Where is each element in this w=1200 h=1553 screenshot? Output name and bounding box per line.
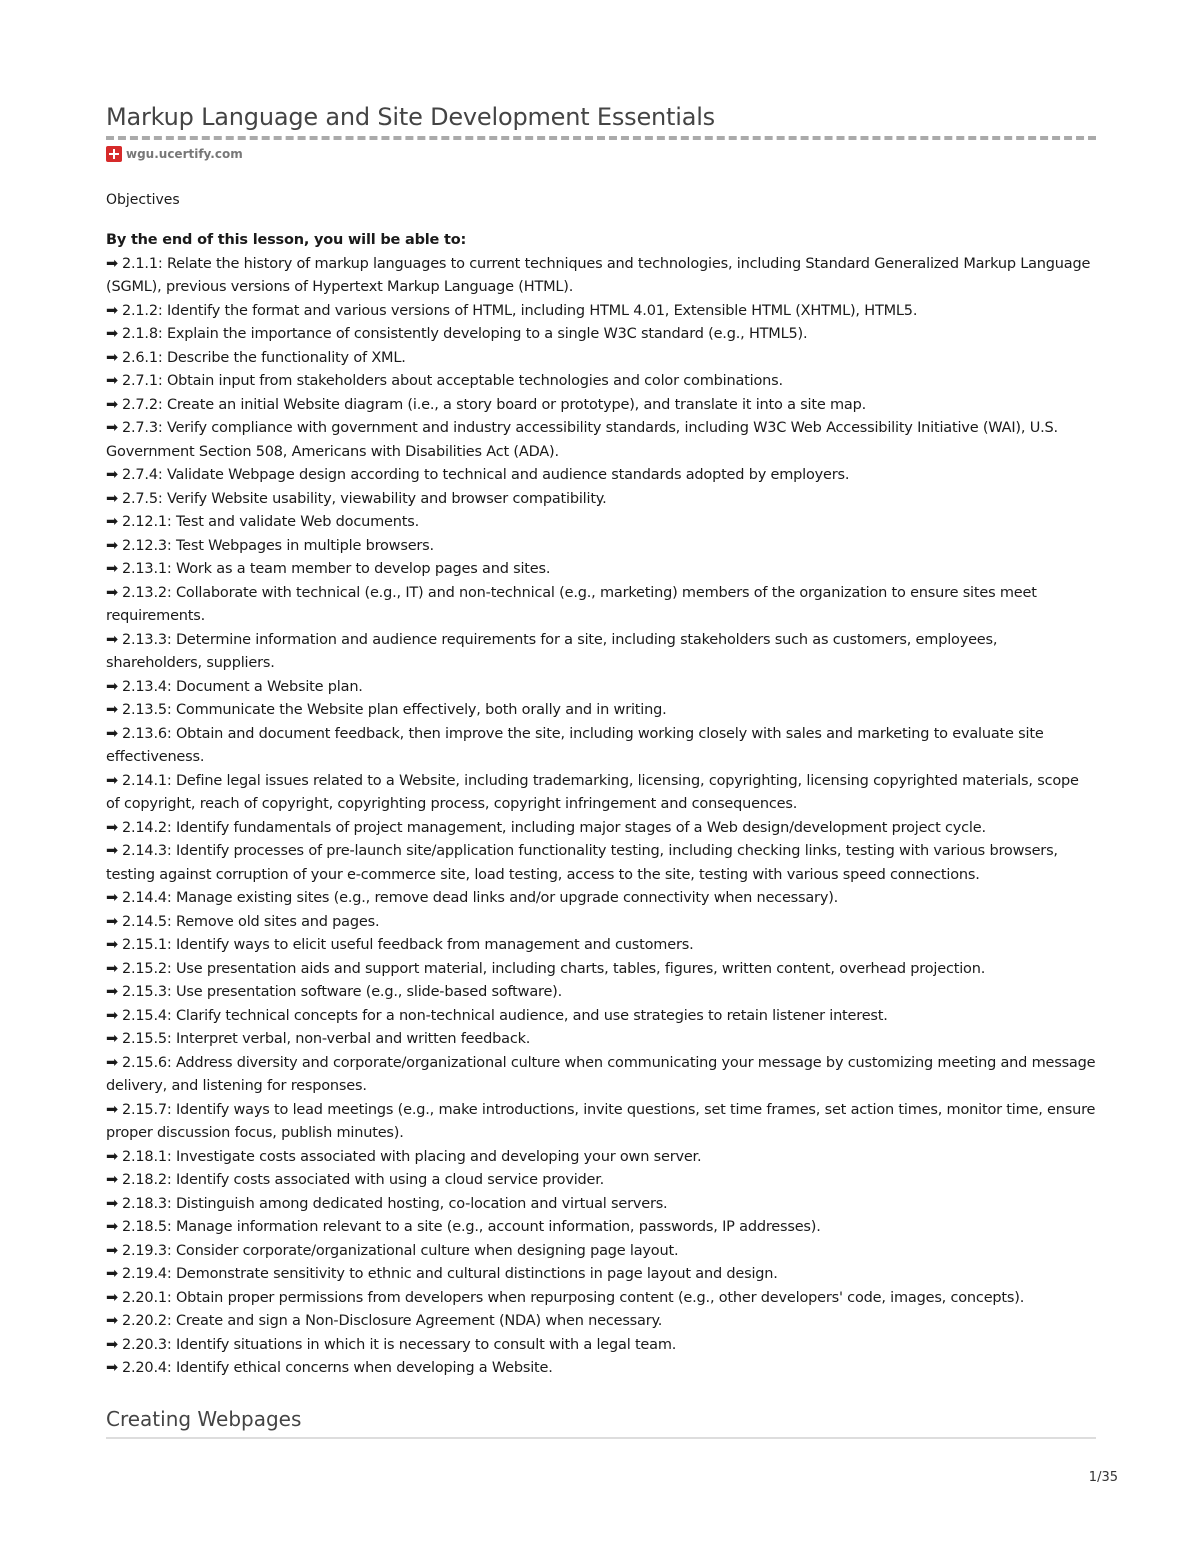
objective-item	[106, 699, 1096, 723]
objective-text: 2.13.2: Collaborate with technical (e.g., IT) and non-technical (e.g., marketing) members of the organization to ensure sites meet requirements.	[106, 584, 1037, 624]
arrow-right-icon: ➡	[106, 772, 118, 789]
arrow-right-icon: ➡	[106, 819, 118, 836]
objective-item	[106, 253, 1096, 300]
arrow-right-icon: ➡	[106, 631, 118, 648]
arrow-right-icon: ➡	[106, 467, 118, 483]
objective-text: 2.14.1: Define legal issues related to a Website, including trademarking, licensing, copyrighting, licensing copyrighted materials, scope of copyright, reach of copyright, copyrighting process, copyright infringement and consequences.	[106, 772, 1079, 812]
arrow-right-icon: ➡	[106, 349, 118, 366]
objective-item	[106, 840, 1096, 887]
objective-text: 2.13.1: Work as a team member to develop pages and sites.	[121, 561, 551, 577]
title-divider	[106, 136, 1096, 140]
arrow-right-icon: ➡	[106, 913, 118, 930]
objective-item	[106, 911, 1096, 935]
arrow-right-icon: ➡	[106, 937, 118, 953]
objective-item	[106, 723, 1096, 770]
objective-item	[106, 347, 1096, 371]
objective-text: 2.14.2: Identify fundamentals of project management, including major stages of a Web design/development project cycle.	[121, 819, 986, 836]
objective-text: 2.20.3: Identify situations in which it is necessary to consult with a legal team.	[121, 1336, 677, 1353]
section-divider	[106, 1437, 1096, 1439]
objective-item	[106, 1334, 1096, 1358]
objective-item	[106, 1052, 1096, 1099]
objective-item	[106, 676, 1096, 700]
arrow-right-icon: ➡	[106, 1031, 118, 1047]
objective-text: 2.18.3: Distinguish among dedicated hosting, co-location and virtual servers.	[121, 1195, 668, 1212]
arrow-right-icon: ➡	[106, 890, 118, 906]
objective-text: 2.19.3: Consider corporate/organizational culture when designing page layout.	[121, 1242, 679, 1259]
objective-item	[106, 1310, 1096, 1334]
arrow-right-icon: ➡	[106, 725, 118, 742]
objective-item	[106, 1005, 1096, 1029]
objective-item	[106, 558, 1096, 582]
source-line	[106, 145, 1096, 163]
objective-text: 2.12.1: Test and validate Web documents.	[121, 514, 419, 530]
arrow-right-icon: ➡	[106, 1054, 118, 1071]
objective-item	[106, 1287, 1096, 1311]
objective-item	[106, 464, 1096, 488]
objective-text: 2.7.5: Verify Website usability, viewability and browser compatibility.	[121, 490, 607, 507]
arrow-right-icon: ➡	[106, 302, 118, 319]
objective-item	[106, 535, 1096, 559]
objective-text: 2.7.1: Obtain input from stakeholders about acceptable technologies and color combinations.	[121, 373, 783, 389]
objective-text: 2.14.4: Manage existing sites (e.g., remove dead links and/or upgrade connectivity when necessary).	[121, 890, 839, 906]
objective-item	[106, 1263, 1096, 1287]
objective-text: 2.7.2: Create an initial Website diagram (i.e., a story board or prototype), and translate it into a site map.	[121, 396, 866, 413]
objective-text: 2.1.2: Identify the format and various versions of HTML, including HTML 4.01, Extensible HTML (XHTML), HTML5.	[121, 302, 918, 319]
arrow-right-icon: ➡	[106, 1336, 118, 1353]
objective-text: 2.7.3: Verify compliance with government and industry accessibility standards, including W3C Web Accessibility Initiative (WAI), U.S. Government Section 508, Americans with Disabilities Act (ADA).	[106, 420, 1058, 460]
arrow-right-icon: ➡	[106, 1313, 118, 1329]
objective-text: 2.6.1: Describe the functionality of XML.	[121, 349, 406, 366]
arrow-right-icon: ➡	[106, 1007, 118, 1024]
arrow-right-icon: ➡	[106, 1172, 118, 1188]
arrow-right-icon: ➡	[106, 1195, 118, 1212]
objective-text: 2.14.3: Identify processes of pre-launch site/application functionality testing, including checking links, testing with various browsers, testing against corruption of your e-commerce site, load testing, access to the site, testing with various speed connections.	[106, 843, 1058, 883]
source-link[interactable]: wgu.ucertify.com	[126, 147, 243, 161]
section-heading: Creating Webpages	[106, 1406, 302, 1431]
arrow-right-icon: ➡	[106, 326, 118, 342]
objective-item	[106, 1169, 1096, 1193]
objective-text: 2.15.3: Use presentation software (e.g., slide-based software).	[121, 984, 563, 1000]
objective-item	[106, 488, 1096, 512]
arrow-right-icon: ➡	[106, 1242, 118, 1259]
arrow-right-icon: ➡	[106, 1148, 118, 1165]
objective-text: 2.1.8: Explain the importance of consistently developing to a single W3C standard (e.g., HTML5).	[121, 326, 808, 342]
objective-text: 2.15.2: Use presentation aids and support material, including charts, tables, figures, written content, overhead projection.	[121, 960, 986, 977]
objective-text: 2.18.5: Manage information relevant to a site (e.g., account information, passwords, IP addresses).	[121, 1219, 821, 1235]
objective-text: 2.7.4: Validate Webpage design according to technical and audience standards adopted by employers.	[121, 467, 850, 483]
document-title: Markup Language and Site Development Essentials	[106, 103, 715, 131]
arrow-right-icon: ➡	[106, 1219, 118, 1235]
objective-text: 2.12.3: Test Webpages in multiple browsers.	[121, 537, 434, 554]
arrow-right-icon: ➡	[106, 843, 118, 859]
objectives-intro: By the end of this lesson, you will be able to:	[106, 232, 467, 248]
objectives-label: Objectives	[106, 192, 180, 208]
arrow-right-icon: ➡	[106, 1360, 118, 1376]
objective-item	[106, 582, 1096, 629]
objective-text: 2.20.4: Identify ethical concerns when developing a Website.	[121, 1360, 553, 1376]
objective-item	[106, 417, 1096, 464]
objective-item	[106, 300, 1096, 324]
objective-text: 2.1.1: Relate the history of markup languages to current techniques and technologies, including Standard Generalized Markup Language (SGML), previous versions of Hypertext Markup Language (HTML).	[106, 255, 1091, 295]
arrow-right-icon: ➡	[106, 420, 118, 436]
objective-item	[106, 1193, 1096, 1217]
ucertify-logo-icon	[106, 146, 122, 162]
arrow-right-icon: ➡	[106, 561, 118, 577]
arrow-right-icon: ➡	[106, 396, 118, 413]
objective-text: 2.13.6: Obtain and document feedback, then improve the site, including working closely with sales and marketing to evaluate site effectiveness.	[106, 725, 1044, 765]
objective-text: 2.13.5: Communicate the Website plan effectively, both orally and in writing.	[121, 702, 667, 718]
arrow-right-icon: ➡	[106, 584, 118, 601]
objective-text: 2.13.3: Determine information and audience requirements for a site, including stakeholders such as customers, employees, shareholders, suppliers.	[106, 631, 998, 671]
objective-item	[106, 394, 1096, 418]
objective-item	[106, 887, 1096, 911]
objective-item	[106, 1216, 1096, 1240]
arrow-right-icon: ➡	[106, 1266, 118, 1282]
objective-item	[106, 981, 1096, 1005]
objective-item	[106, 817, 1096, 841]
arrow-right-icon: ➡	[106, 1289, 118, 1306]
objective-text: 2.20.2: Create and sign a Non-Disclosure Agreement (NDA) when necessary.	[121, 1313, 663, 1329]
document-page	[106, 100, 1096, 1439]
objective-item	[106, 934, 1096, 958]
page-number: 1/35	[1088, 1470, 1118, 1485]
arrow-right-icon: ➡	[106, 514, 118, 530]
arrow-right-icon: ➡	[106, 373, 118, 389]
arrow-right-icon: ➡	[106, 960, 118, 977]
arrow-right-icon: ➡	[106, 255, 118, 272]
objective-item	[106, 770, 1096, 817]
objective-text: 2.20.1: Obtain proper permissions from developers when repurposing content (e.g., other developers' code, images, concepts).	[121, 1289, 1025, 1306]
objective-item	[106, 629, 1096, 676]
objective-text: 2.15.6: Address diversity and corporate/organizational culture when communicating your message by customizing meeting and message delivery, and listening for responses.	[106, 1054, 1096, 1094]
objective-text: 2.13.4: Document a Website plan.	[121, 678, 363, 695]
objective-item	[106, 958, 1096, 982]
arrow-right-icon: ➡	[106, 490, 118, 507]
objective-item	[106, 1357, 1096, 1381]
objective-text: 2.15.5: Interpret verbal, non-verbal and written feedback.	[121, 1031, 531, 1047]
objective-item	[106, 511, 1096, 535]
objective-text: 2.15.1: Identify ways to elicit useful feedback from management and customers.	[121, 937, 694, 953]
objective-item	[106, 1028, 1096, 1052]
arrow-right-icon: ➡	[106, 984, 118, 1000]
objective-item	[106, 370, 1096, 394]
objective-text: 2.18.2: Identify costs associated with using a cloud service provider.	[121, 1172, 605, 1188]
objective-text: 2.18.1: Investigate costs associated with placing and developing your own server.	[121, 1148, 702, 1165]
arrow-right-icon: ➡	[106, 537, 118, 554]
objective-text: 2.14.5: Remove old sites and pages.	[121, 913, 380, 930]
objective-text: 2.15.4: Clarify technical concepts for a non-technical audience, and use strategies to retain listener interest.	[121, 1007, 888, 1024]
objective-text: 2.19.4: Demonstrate sensitivity to ethnic and cultural distinctions in page layout and design.	[121, 1266, 778, 1282]
arrow-right-icon: ➡	[106, 1101, 118, 1118]
objectives-list	[106, 253, 1096, 1381]
objective-item	[106, 1240, 1096, 1264]
objective-item	[106, 323, 1096, 347]
objective-item	[106, 1146, 1096, 1170]
arrow-right-icon: ➡	[106, 702, 118, 718]
objective-text: 2.15.7: Identify ways to lead meetings (e.g., make introductions, invite questions, set time frames, set action times, monitor time, ensure proper discussion focus, publish minutes).	[106, 1101, 1096, 1141]
objective-item	[106, 1099, 1096, 1146]
arrow-right-icon: ➡	[106, 678, 118, 695]
